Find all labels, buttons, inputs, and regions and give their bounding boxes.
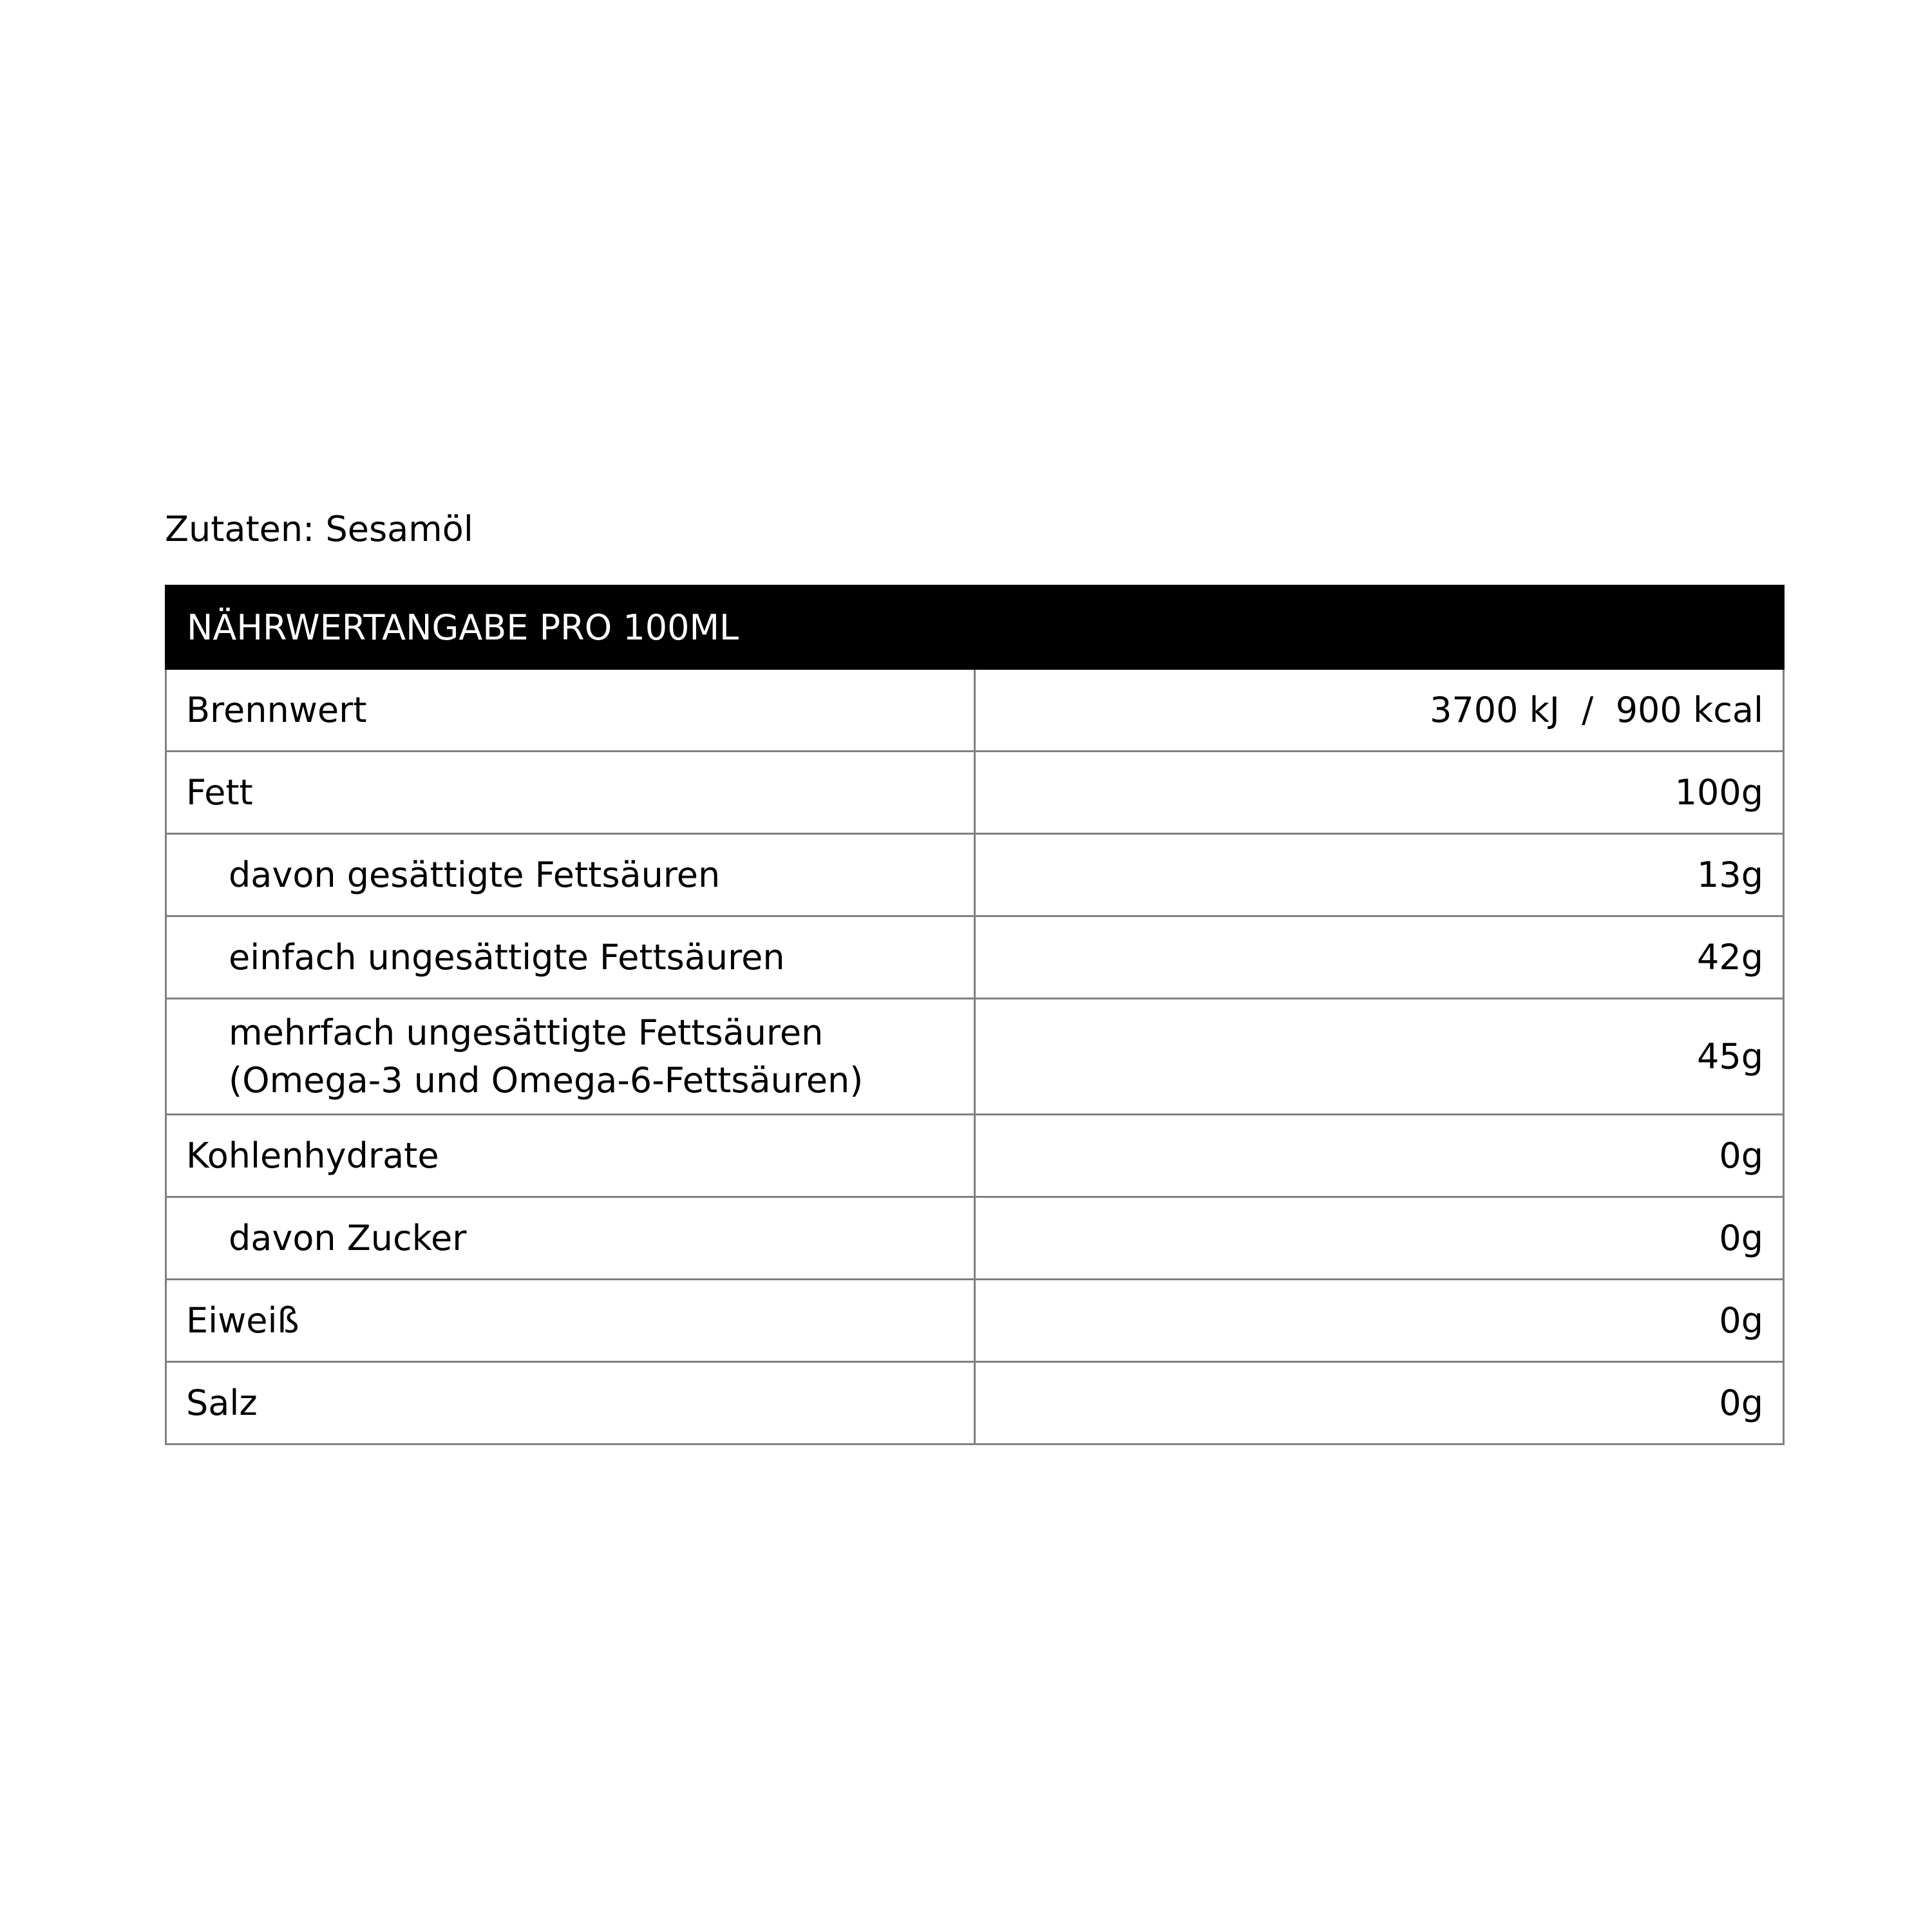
row-value: 42g bbox=[975, 916, 1784, 999]
table-header-row bbox=[166, 586, 1784, 669]
table-header: NÄHRWERTANGABE PRO 100ML bbox=[166, 586, 1784, 669]
row-label-line: (Omega-3 und Omega-6-Fettsäuren) bbox=[229, 1059, 864, 1101]
table-row-fett bbox=[166, 752, 1784, 834]
row-value: 100g bbox=[975, 752, 1784, 834]
row-value: 0g bbox=[975, 1115, 1784, 1197]
row-value: 0g bbox=[975, 1280, 1784, 1362]
table-row-mehrfach-ungesaettigte bbox=[166, 999, 1784, 1115]
table-row-zucker bbox=[166, 1197, 1784, 1280]
row-label: davon gesättigte Fettsäuren bbox=[166, 834, 975, 916]
ingredients-text: Zutaten: Sesamöl bbox=[165, 509, 473, 549]
row-label: Eiweiß bbox=[166, 1280, 975, 1362]
nutrition-table bbox=[165, 585, 1785, 1445]
row-value: 13g bbox=[975, 834, 1784, 916]
row-label: Fett bbox=[166, 752, 975, 834]
row-label: davon Zucker bbox=[166, 1197, 975, 1280]
row-value: 0g bbox=[975, 1362, 1784, 1444]
row-label: einfach ungesättigte Fettsäuren bbox=[166, 916, 975, 999]
table-row-gesaettigte bbox=[166, 834, 1784, 916]
table-row-kohlenhydrate bbox=[166, 1115, 1784, 1197]
table-row-einfach-ungesaettigte bbox=[166, 916, 1784, 999]
row-value: 0g bbox=[975, 1197, 1784, 1280]
table-row-eiweiss bbox=[166, 1280, 1784, 1362]
table-row-salz bbox=[166, 1362, 1784, 1444]
row-value: 3700 kJ / 900 kcal bbox=[975, 669, 1784, 752]
row-label: Kohlenhydrate bbox=[166, 1115, 975, 1197]
row-value: 45g bbox=[975, 999, 1784, 1115]
row-label bbox=[166, 999, 975, 1115]
row-label-line: mehrfach ungesättigte Fettsäuren bbox=[229, 1012, 824, 1053]
row-label: Brennwert bbox=[166, 669, 975, 752]
table-row-brennwert bbox=[166, 669, 1784, 752]
row-label: Salz bbox=[166, 1362, 975, 1444]
